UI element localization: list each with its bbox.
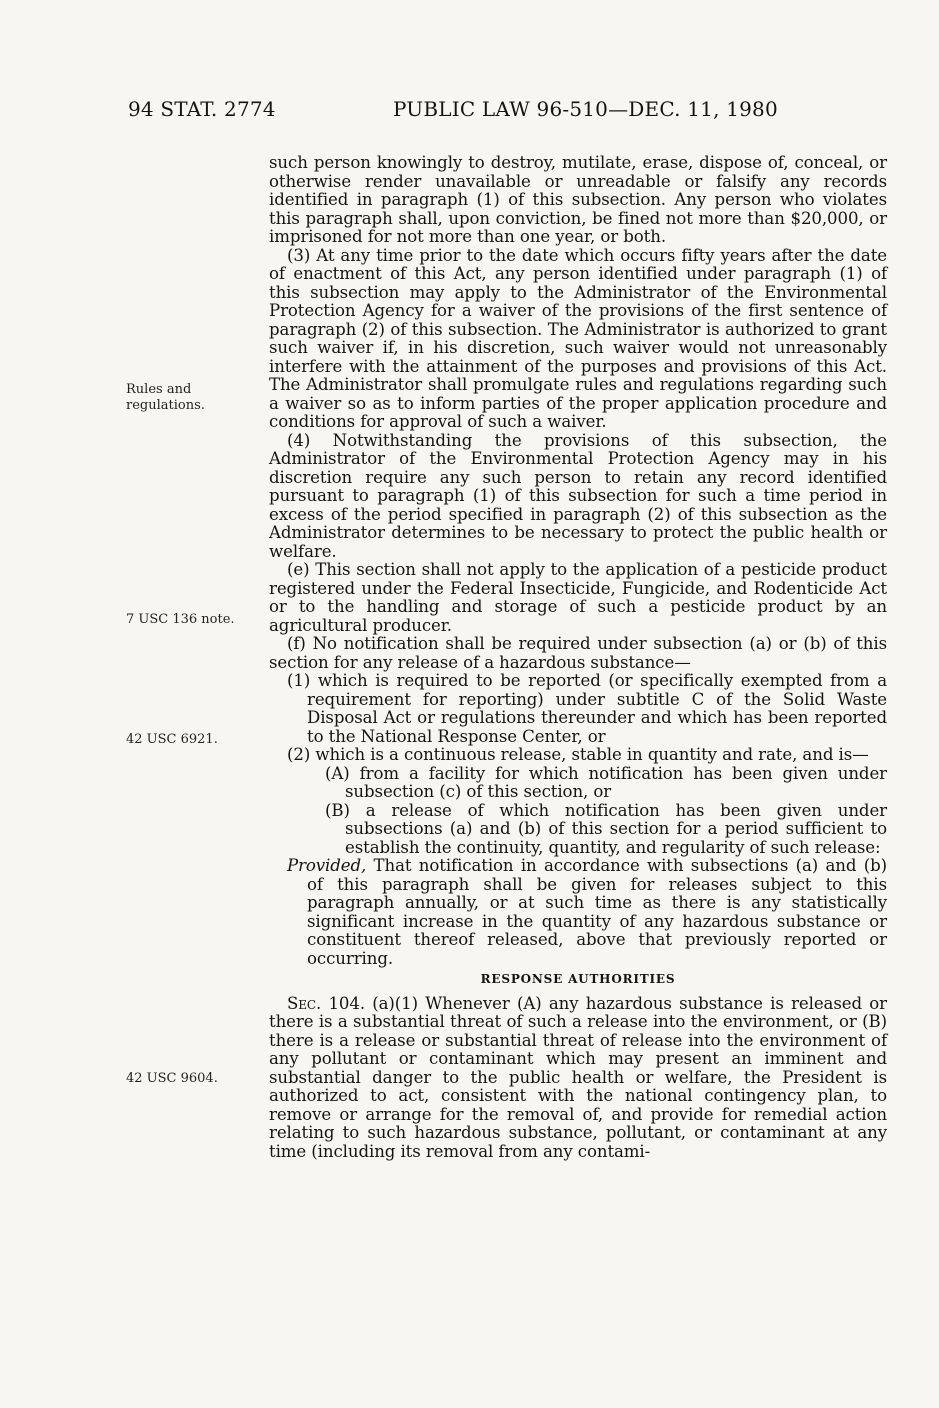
clause-2-b: (B) a release of which notification has been given under subsections (a) and (b) of this section for a period sufficient to establish the continuity, quantity, and regularity of such release: — [325, 800, 887, 857]
statute-body — [269, 154, 887, 1161]
paragraph: such person knowingly to destroy, mutilate, erase, dispose of, conceal, or otherwise render unavailable or unreadable or falsify any records identified in paragraph (1) of this subsection. Any person who violates this paragraph shall, upon conviction, be fined not more than $20,000, or imprisoned for not more than one year, or both. — [269, 153, 887, 246]
subsection-f: (f) No notification shall be required under subsection (a) or (b) of this section for any release of a hazardous substance— — [269, 634, 887, 672]
paragraph-3: (3) At any time prior to the date which occurs fifty years after the date of enactment of this Act, any person identified under paragraph (1) of this subsection may apply to the Administrator of the Environmental Protection Agency for a waiver of the provisions of the first sentence of paragraph (2) of this subsection. The Administrator is authorized to grant such waiver if, in his discretion, such waiver would not unreasonably interfere with the attainment of the purposes and provisions of this Act. The Administrator shall promulgate rules and regulations regarding such a waiver so as to inform parties of the proper application procedure and conditions for approval of such a waiver. — [269, 245, 887, 431]
clause-2: (2) which is a continuous release, stable in quantity and rate, and is— — [287, 745, 869, 764]
clause-2-a: (A) from a facility for which notification has been given under subsection (c) of this section, or — [325, 763, 887, 801]
page-law-header: PUBLIC LAW 96-510—DEC. 11, 1980 — [393, 97, 778, 121]
section-104 — [269, 995, 887, 1162]
margin-note-rules: Rules and regulations. — [126, 382, 205, 413]
subsection-e: (e) This section shall not apply to the application of a pesticide product registered under the Federal Insecticide, Fungicide, and Rodenticide Act or to the handling and storage of such a pesticide product by an agricultural producer. — [269, 560, 887, 635]
proviso-word: Provided, — [287, 856, 367, 875]
section-104-text: (a)(1) Whenever (A) any hazardous substance is released or there is a substantial threat of such a release into the environment, or (B) there is a release or substantial threat of release into the environment of any pollutant or contaminant which may present an imminent and substantial danger to the public health or welfare, the President is authorized to act, consistent with the national contingency plan, to remove or arrange for the removal of, and provide for remedial action relating to such hazardous substance, pollutant, or contaminant at any time (including its removal from any contami- — [269, 993, 887, 1161]
proviso-text: That notification in accordance with subsections (a) and (b) of this paragraph shall be given for releases subject to this paragraph annually, or at such time as there is any statistically significant increase in the quantity of any hazardous substance or constituent thereof released, above that previously reported or occurring. — [307, 856, 887, 968]
margin-note-42usc9604: 42 USC 9604. — [126, 1071, 218, 1086]
margin-note-42usc6921: 42 USC 6921. — [126, 732, 218, 747]
margin-note-7usc136: 7 USC 136 note. — [126, 612, 235, 627]
clause-1: (1) which is required to be reported (or specifically exempted from a requirement for reporting) under subtitle C of the Solid Waste Disposal Act or regulations thereunder and which has been reported to the National Response Center, or — [287, 671, 887, 746]
page-stat-reference: 94 STAT. 2774 — [128, 97, 276, 121]
section-heading: RESPONSE AUTHORITIES — [480, 972, 676, 986]
proviso — [269, 857, 887, 968]
section-label: Sec. 104. — [287, 993, 365, 1013]
paragraph-4: (4) Notwithstanding the provisions of this subsection, the Administrator of the Environmental Protection Agency may in his discretion require any such person to retain any record identified pursuant to paragraph (1) of this subsection for such a time period in excess of the period specified in paragraph (2) of this subsection as the Administrator determines to be necessary to protect the public health or welfare. — [269, 430, 887, 561]
